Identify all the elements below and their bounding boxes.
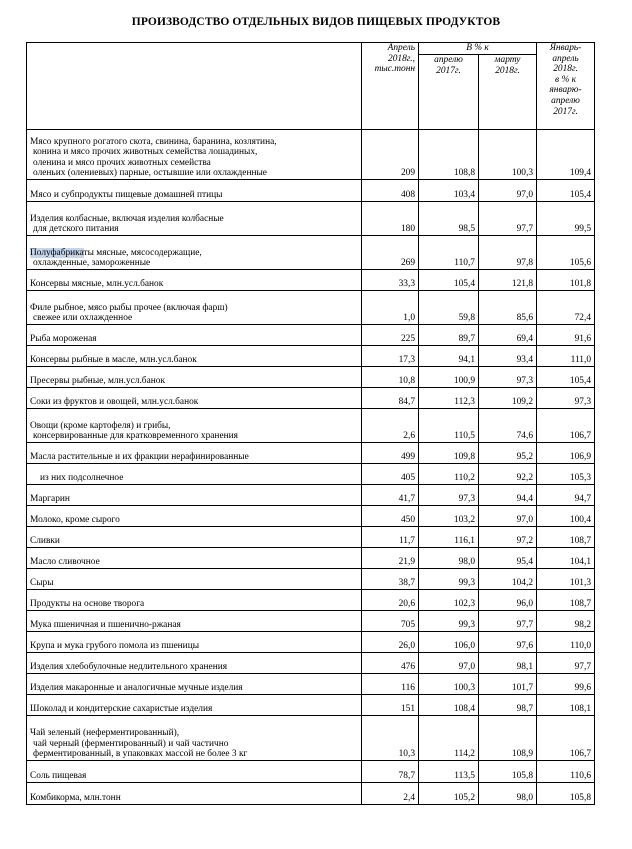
- row-name-line: Шоколад и кондитерские сахаристые изделия: [30, 704, 213, 715]
- row-name-cell: [27, 236, 362, 270]
- table-row: [27, 464, 595, 485]
- row-name-cell: [27, 783, 362, 805]
- value-cell-v1: 1,0: [362, 291, 419, 325]
- value-cell-v2: 99,3: [419, 611, 479, 632]
- value-cell-v1: 499: [362, 443, 419, 464]
- table-row: [27, 270, 595, 291]
- value-cell-v4: 109,4: [537, 130, 595, 180]
- header-text: Апрель: [387, 43, 415, 53]
- value-cell-v2: 59,8: [419, 291, 479, 325]
- row-name-line: оленьих (олениевых) парные, остывшие или охлажденные: [33, 168, 267, 179]
- row-name-cell: [27, 388, 362, 409]
- header-text: Январь-: [549, 43, 582, 53]
- header-march-2018: [479, 55, 537, 130]
- row-name-cell: [27, 653, 362, 674]
- value-cell-v3: 121,8: [479, 270, 537, 291]
- row-name-line: Сливки: [30, 536, 60, 547]
- table-header: [27, 43, 595, 130]
- value-cell-v1: 2,4: [362, 783, 419, 805]
- row-name-cell: [27, 409, 362, 443]
- value-cell-v2: 102,3: [419, 590, 479, 611]
- production-table: [26, 42, 595, 805]
- value-cell-v4: 105,8: [537, 783, 595, 805]
- value-cell-v2: 99,3: [419, 569, 479, 590]
- value-cell-v3: 105,8: [479, 761, 537, 783]
- value-cell-v1: 78,7: [362, 761, 419, 783]
- value-cell-v3: 104,2: [479, 569, 537, 590]
- table-row: [27, 367, 595, 388]
- value-cell-v4: 91,6: [537, 325, 595, 346]
- row-name-line: конина и мясо прочих животных семейства лошадиных,: [33, 147, 258, 158]
- table-row: [27, 761, 595, 783]
- row-name-line: Изделия хлебобулочные недлительного хранения: [30, 662, 228, 673]
- row-name-line: консервированные для кратковременного хранения: [33, 431, 238, 442]
- value-cell-v2: 114,2: [419, 716, 479, 761]
- row-name-cell: [27, 367, 362, 388]
- value-cell-v2: 94,1: [419, 346, 479, 367]
- row-name-cell: [27, 506, 362, 527]
- row-name-line: охлажденные, замороженные: [33, 258, 151, 269]
- table-row: [27, 443, 595, 464]
- value-cell-v4: 105,3: [537, 464, 595, 485]
- value-cell-v2: 97,0: [419, 653, 479, 674]
- row-name-cell: [27, 443, 362, 464]
- row-name-line: Мясо крупного рогатого скота, свинина, баранина, козлятина,: [30, 136, 277, 147]
- page-title: ПРОИЗВОДСТВО ОТДЕЛЬНЫХ ВИДОВ ПИЩЕВЫХ ПРОДУКТОВ: [131, 16, 501, 28]
- value-cell-v3: 101,7: [479, 674, 537, 695]
- value-cell-v4: 111,0: [537, 346, 595, 367]
- value-cell-v3: 98,7: [479, 695, 537, 716]
- row-name-line: Чай зеленый (неферментированный),: [30, 728, 180, 739]
- row-name-line: Пресервы рыбные, млн.усл.банок: [30, 376, 165, 387]
- value-cell-v4: 97,3: [537, 388, 595, 409]
- value-cell-v4: 99,6: [537, 674, 595, 695]
- row-name-cell: [27, 548, 362, 569]
- value-cell-v4: 110,0: [537, 632, 595, 653]
- value-cell-v2: 106,0: [419, 632, 479, 653]
- row-name-line: Полуфабрикаты мясные, мясосодержащие,: [30, 247, 202, 258]
- value-cell-v2: 116,1: [419, 527, 479, 548]
- row-name-cell: [27, 632, 362, 653]
- row-name-line: Мука пшеничная и пшенично-ржаная: [30, 620, 181, 631]
- table-row: [27, 409, 595, 443]
- value-cell-v4: 104,1: [537, 548, 595, 569]
- value-cell-v2: 98,0: [419, 548, 479, 569]
- row-name-cell: [27, 485, 362, 506]
- value-cell-v4: 108,7: [537, 590, 595, 611]
- header-text: апрель: [552, 53, 579, 64]
- value-cell-v4: 106,7: [537, 409, 595, 443]
- table-row: [27, 346, 595, 367]
- row-name-line: чай черный (ферментированный) и чай частично: [33, 738, 229, 749]
- table-row: [27, 506, 595, 527]
- header-group-percent: В % к: [419, 43, 537, 55]
- header-text: 2017г.: [436, 65, 461, 76]
- row-name-line: Рыба мороженая: [30, 334, 97, 345]
- value-cell-v2: 89,7: [419, 325, 479, 346]
- table-row: [27, 611, 595, 632]
- table-row: [27, 130, 595, 180]
- value-cell-v4: 105,6: [537, 236, 595, 270]
- value-cell-v1: 116: [362, 674, 419, 695]
- row-name-line: Комбикорма, млн.тонн: [30, 793, 121, 804]
- row-name-line: свежее или охлажденное: [33, 313, 133, 324]
- value-cell-v4: 106,7: [537, 716, 595, 761]
- header-text: 2018г.,: [388, 53, 415, 64]
- table-row: [27, 569, 595, 590]
- row-name-line: Соки из фруктов и овощей, млн.усл.банок: [30, 397, 199, 408]
- table-row: [27, 388, 595, 409]
- row-name-cell: [27, 291, 362, 325]
- value-cell-v1: 41,7: [362, 485, 419, 506]
- value-cell-v1: 209: [362, 130, 419, 180]
- table-row: [27, 485, 595, 506]
- header-text: апрелю: [551, 95, 580, 106]
- table-row: [27, 291, 595, 325]
- value-cell-v2: 108,8: [419, 130, 479, 180]
- value-cell-v3: 96,0: [479, 590, 537, 611]
- value-cell-v1: 17,3: [362, 346, 419, 367]
- row-name-cell: [27, 674, 362, 695]
- header-april-2018: [362, 43, 419, 130]
- value-cell-v3: 97,8: [479, 236, 537, 270]
- value-cell-v3: 97,0: [479, 180, 537, 202]
- value-cell-v1: 405: [362, 464, 419, 485]
- value-cell-v1: 476: [362, 653, 419, 674]
- row-name-line: Мясо и субпродукты пищевые домашней птицы: [30, 190, 223, 201]
- header-text: 2017г.: [553, 106, 578, 117]
- table-body: [27, 130, 595, 805]
- row-name-cell: [27, 590, 362, 611]
- row-name-line: Изделия колбасные, включая изделия колбасные: [30, 213, 224, 224]
- value-cell-v1: 450: [362, 506, 419, 527]
- table-row: [27, 180, 595, 202]
- value-cell-v1: 705: [362, 611, 419, 632]
- row-name-cell: [27, 695, 362, 716]
- value-cell-v4: 98,2: [537, 611, 595, 632]
- table-row: [27, 202, 595, 236]
- text-selection-highlight: Полуфабрика: [30, 247, 84, 258]
- value-cell-v4: 100,4: [537, 506, 595, 527]
- row-name-cell: [27, 569, 362, 590]
- row-name-line: Консервы рыбные в масле, млн.усл.банок: [30, 355, 197, 366]
- table-row: [27, 527, 595, 548]
- value-cell-v4: 110,6: [537, 761, 595, 783]
- row-name-line: Консервы мясные, млн.усл.банок: [30, 279, 164, 290]
- value-cell-v4: 94,7: [537, 485, 595, 506]
- value-cell-v3: 97,0: [479, 506, 537, 527]
- header-text: апрелю: [434, 55, 463, 65]
- value-cell-v3: 97,7: [479, 202, 537, 236]
- row-name-line: Молоко, кроме сырого: [30, 515, 120, 526]
- table-row: [27, 590, 595, 611]
- row-name-line: оленина и мясо прочих животных семейства: [33, 157, 211, 168]
- value-cell-v2: 97,3: [419, 485, 479, 506]
- row-name-line: Изделия макаронные и аналогичные мучные изделия: [30, 683, 243, 694]
- value-cell-v3: 94,4: [479, 485, 537, 506]
- value-cell-v1: 10,3: [362, 716, 419, 761]
- header-april-2017: [419, 55, 479, 130]
- row-name-line: для детского питания: [33, 224, 119, 235]
- value-cell-v2: 105,2: [419, 783, 479, 805]
- value-cell-v1: 33,3: [362, 270, 419, 291]
- value-cell-v1: 26,0: [362, 632, 419, 653]
- value-cell-v3: 97,7: [479, 611, 537, 632]
- row-name-cell: [27, 325, 362, 346]
- row-name-line: из них подсолнечное: [40, 473, 124, 484]
- value-cell-v3: 95,4: [479, 548, 537, 569]
- row-name-line: Овощи (кроме картофеля) и грибы,: [30, 420, 171, 431]
- value-cell-v4: 108,1: [537, 695, 595, 716]
- table-row: [27, 716, 595, 761]
- header-text: январю-: [549, 85, 582, 96]
- value-cell-v1: 11,7: [362, 527, 419, 548]
- value-cell-v2: 108,4: [419, 695, 479, 716]
- value-cell-v4: 99,5: [537, 202, 595, 236]
- value-cell-v2: 109,8: [419, 443, 479, 464]
- row-name-line: Маргарин: [30, 494, 70, 505]
- table-row: [27, 236, 595, 270]
- value-cell-v4: 105,4: [537, 367, 595, 388]
- row-name-line: Крупа и мука грубого помола из пшеницы: [30, 641, 200, 652]
- row-name-cell: [27, 716, 362, 761]
- value-cell-v2: 110,5: [419, 409, 479, 443]
- value-cell-v2: 103,2: [419, 506, 479, 527]
- header-text: 2018г.: [553, 64, 578, 75]
- table-row: [27, 632, 595, 653]
- row-name-cell: [27, 761, 362, 783]
- value-cell-v1: 38,7: [362, 569, 419, 590]
- row-name-line: Филе рыбное, мясо рыбы прочее (включая фарш): [30, 302, 228, 313]
- header-text: 2018г.: [495, 65, 520, 76]
- value-cell-v4: 97,7: [537, 653, 595, 674]
- value-cell-v3: 69,4: [479, 325, 537, 346]
- value-cell-v2: 105,4: [419, 270, 479, 291]
- value-cell-v1: 10,8: [362, 367, 419, 388]
- value-cell-v2: 110,7: [419, 236, 479, 270]
- value-cell-v4: 105,4: [537, 180, 595, 202]
- value-cell-v1: 21,9: [362, 548, 419, 569]
- table-row: [27, 674, 595, 695]
- value-cell-v3: 97,2: [479, 527, 537, 548]
- value-cell-v2: 98,5: [419, 202, 479, 236]
- value-cell-v3: 97,6: [479, 632, 537, 653]
- row-name-line: Соль пищевая: [30, 771, 87, 782]
- row-name-line: Продукты на основе творога: [30, 599, 145, 610]
- value-cell-v1: 84,7: [362, 388, 419, 409]
- value-cell-v4: 72,4: [537, 291, 595, 325]
- row-name-cell: [27, 270, 362, 291]
- row-name-cell: [27, 180, 362, 202]
- value-cell-v3: 98,0: [479, 783, 537, 805]
- value-cell-v4: 106,9: [537, 443, 595, 464]
- value-cell-v3: 108,9: [479, 716, 537, 761]
- header-text: в % к: [555, 74, 576, 85]
- value-cell-v3: 95,2: [479, 443, 537, 464]
- value-cell-v2: 110,2: [419, 464, 479, 485]
- table-row: [27, 695, 595, 716]
- row-name-line: Масло сливочное: [30, 557, 100, 568]
- value-cell-v1: 180: [362, 202, 419, 236]
- table-row: [27, 548, 595, 569]
- value-cell-v2: 100,9: [419, 367, 479, 388]
- value-cell-v3: 85,6: [479, 291, 537, 325]
- row-name-cell: [27, 527, 362, 548]
- row-name-cell: [27, 611, 362, 632]
- header-jan-apr: [537, 43, 595, 130]
- table-row: [27, 783, 595, 805]
- value-cell-v1: 20,6: [362, 590, 419, 611]
- row-name-line: Масла растительные и их фракции нерафинированные: [30, 452, 249, 463]
- row-name-cell: [27, 130, 362, 180]
- row-name-line: Сыры: [30, 578, 54, 589]
- row-name-cell: [27, 202, 362, 236]
- value-cell-v2: 113,5: [419, 761, 479, 783]
- header-name-cell: [27, 43, 362, 130]
- row-name-cell: [27, 464, 362, 485]
- value-cell-v4: 101,8: [537, 270, 595, 291]
- value-cell-v3: 92,2: [479, 464, 537, 485]
- value-cell-v1: 269: [362, 236, 419, 270]
- value-cell-v3: 109,2: [479, 388, 537, 409]
- row-name-line: ферментированный, в упаковках массой не более 3 кг: [33, 749, 248, 760]
- value-cell-v3: 93,4: [479, 346, 537, 367]
- value-cell-v3: 98,1: [479, 653, 537, 674]
- value-cell-v2: 100,3: [419, 674, 479, 695]
- value-cell-v4: 101,3: [537, 569, 595, 590]
- row-name-cell: [27, 346, 362, 367]
- value-cell-v3: 100,3: [479, 130, 537, 180]
- value-cell-v1: 2,6: [362, 409, 419, 443]
- table-row: [27, 653, 595, 674]
- value-cell-v3: 97,3: [479, 367, 537, 388]
- table-row: [27, 325, 595, 346]
- value-cell-v1: 408: [362, 180, 419, 202]
- value-cell-v3: 74,6: [479, 409, 537, 443]
- value-cell-v1: 151: [362, 695, 419, 716]
- value-cell-v2: 103,4: [419, 180, 479, 202]
- header-text: марту: [494, 55, 521, 65]
- value-cell-v2: 112,3: [419, 388, 479, 409]
- value-cell-v1: 225: [362, 325, 419, 346]
- header-text: тыс.тонн: [374, 64, 415, 75]
- value-cell-v4: 108,7: [537, 527, 595, 548]
